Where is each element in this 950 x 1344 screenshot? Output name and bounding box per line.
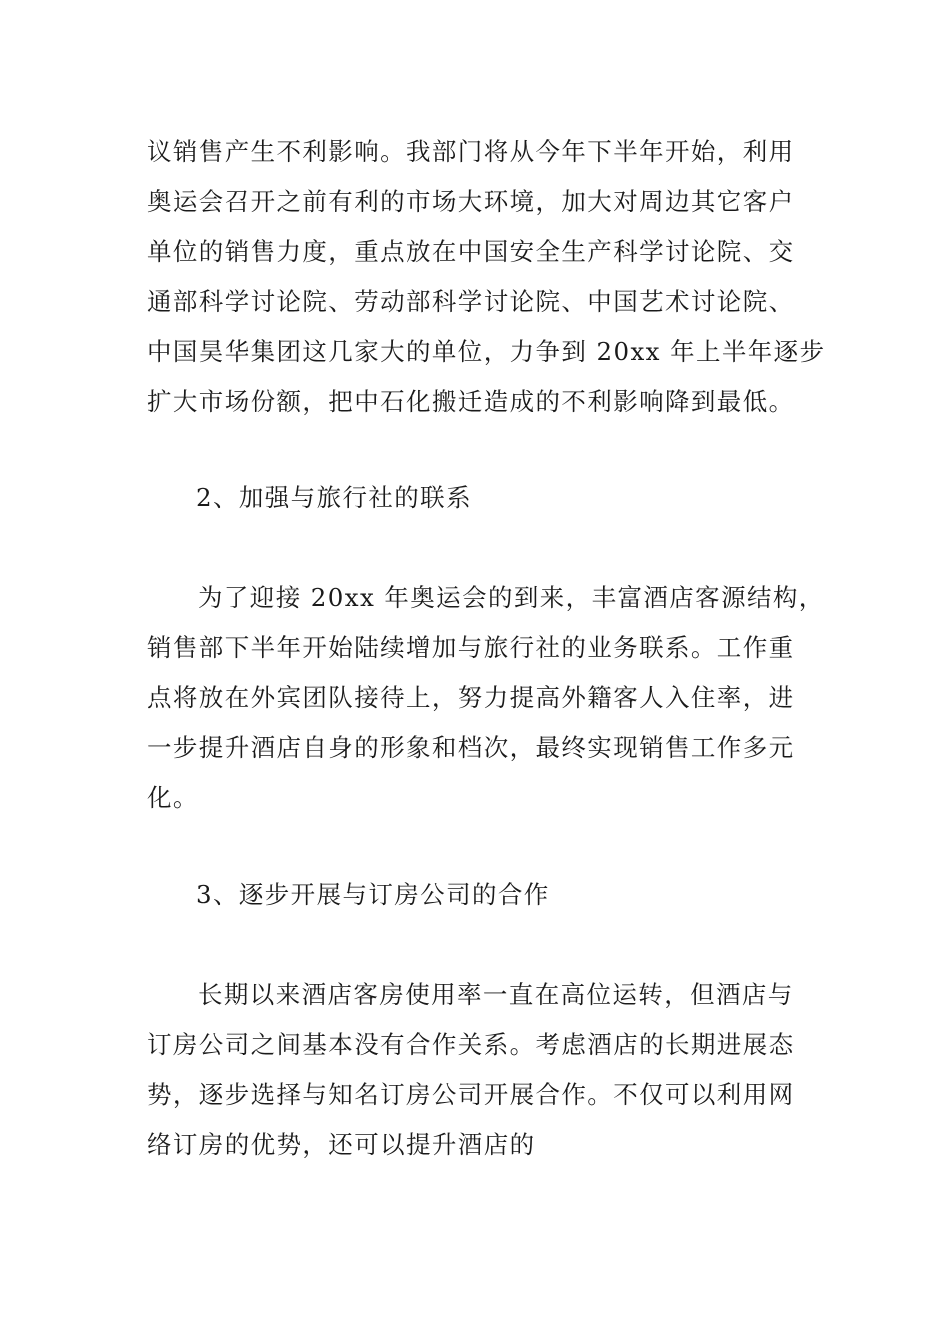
text-line: 订房公司之间基本没有合作关系。考虑酒店的长期进展态 (147, 1030, 795, 1059)
section-heading-travel-agency: 2、加强与旅行社的联系 (196, 483, 472, 512)
text-line: 奥运会召开之前有利的市场大环境，加大对周边其它客户 (147, 187, 795, 216)
text-line: 点将放在外宾团队接待上，努力提高外籍客人入住率，进 (147, 683, 795, 712)
text-line: 销售部下半年开始陆续增加与旅行社的业务联系。工作重 (147, 633, 795, 662)
section-heading-booking-company: 3、逐步开展与订房公司的合作 (196, 880, 550, 909)
text-line: 议销售产生不利影响。我部门将从今年下半年开始，利用 (147, 137, 795, 166)
text-line: 势，逐步选择与知名订房公司开展合作。不仅可以利用网 (147, 1080, 795, 1109)
text-line: 长期以来酒店客房使用率一直在高位运转，但酒店与 (198, 980, 794, 1009)
text-line: 通部科学讨论院、劳动部科学讨论院、中国艺术讨论院、 (147, 287, 795, 316)
text-line: 单位的销售力度，重点放在中国安全生产科学讨论院、交 (147, 237, 795, 266)
text-line: 中国昊华集团这几家大的单位，力争到 20xx 年上半年逐步 (147, 337, 826, 366)
text-line: 一步提升酒店自身的形象和档次，最终实现销售工作多元 (147, 733, 795, 762)
text-line: 络订房的优势，还可以提升酒店的 (147, 1130, 536, 1159)
text-line: 化。 (147, 783, 199, 812)
text-line: 为了迎接 20xx 年奥运会的到来，丰富酒店客源结构， (198, 583, 825, 612)
text-line: 扩大市场份额，把中石化搬迁造成的不利影响降到最低。 (147, 387, 795, 416)
